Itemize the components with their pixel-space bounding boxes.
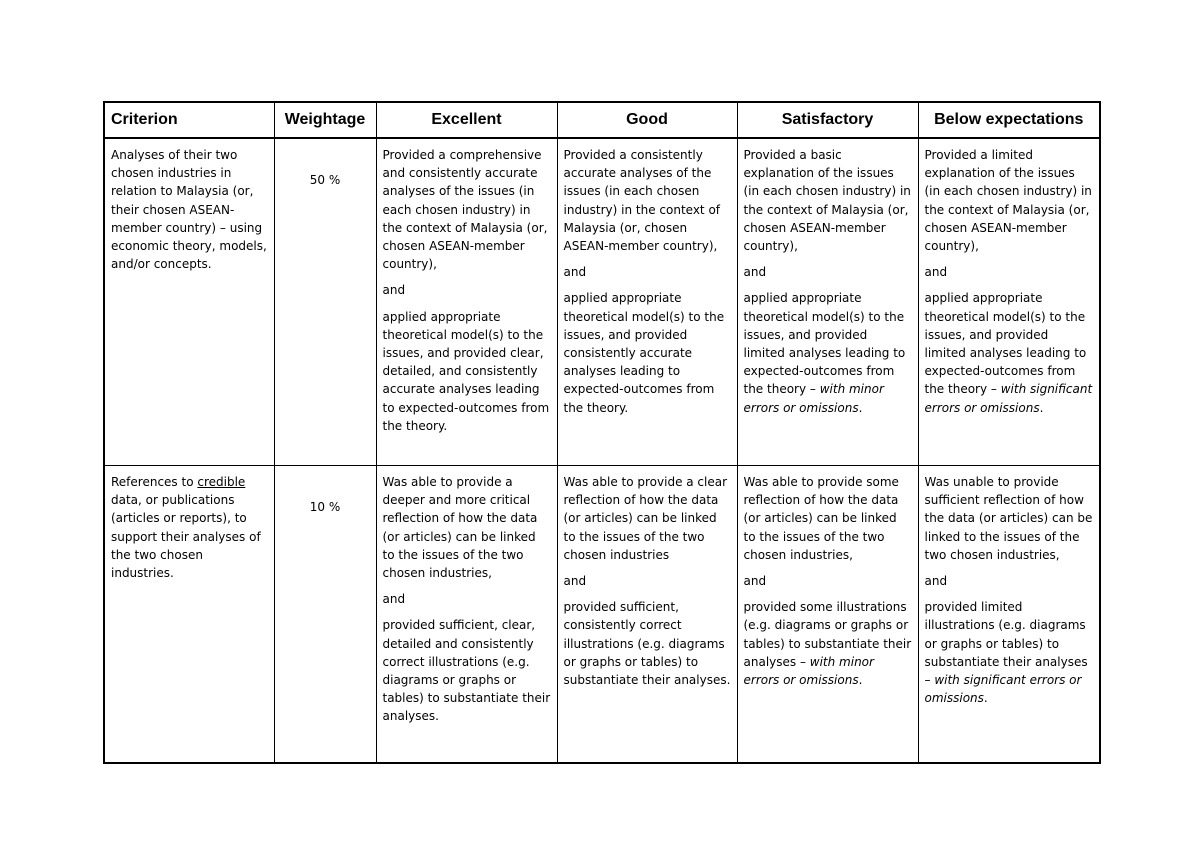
- period-text: .: [983, 691, 988, 706]
- header-below-expectations: Below expectations: [918, 102, 1100, 138]
- criterion-text: References to: [111, 475, 198, 489]
- criterion-underlined-text: credible: [197, 475, 246, 489]
- and-text: and: [382, 592, 406, 607]
- period-text: .: [858, 673, 863, 688]
- and-text: and: [924, 265, 948, 280]
- descriptor-text: Was unable to provide sufficient reflection of how the data (or articles) can be linked to the issues of the two chosen industries,: [924, 475, 1093, 562]
- descriptor-text: Was able to provide a deeper and more critical reflection of how the data (or articles) can be linked to the issues of the two chosen industries,: [382, 475, 538, 581]
- period-text: .: [1039, 400, 1044, 415]
- criterion-cell: [104, 138, 274, 466]
- descriptor-paragraph: [744, 598, 912, 689]
- weightage-cell: [274, 138, 376, 466]
- criterion-cell: [104, 466, 274, 764]
- header-excellent: Excellent: [376, 102, 557, 138]
- below-expectations-cell: [918, 466, 1100, 764]
- period-text: .: [858, 400, 863, 415]
- and-text: and: [743, 265, 767, 280]
- header-good: Good: [557, 102, 737, 138]
- weightage-cell: [274, 466, 376, 764]
- weightage-value: 10 %: [309, 500, 341, 514]
- descriptor-text: provided sufficient, clear, detailed and consistently correct illustrations (e.g. diagrams or graphs or tables) to substantiate their analyses.: [382, 618, 551, 724]
- descriptor-text: provided limited illustrations (e.g. diagrams or graphs or tables) to substantiate their analyses –: [924, 600, 1088, 688]
- qualifier-text: with minor errors or omissions: [743, 654, 874, 688]
- rubric-table: [103, 101, 1101, 764]
- descriptor-text: Provided a basic explanation of the issues (in each chosen industry) in the context of Malaysia (or, chosen ASEAN-member country),: [743, 148, 911, 254]
- descriptor-text: Provided a consistently accurate analyses of the issues (in each chosen industry) in the context of Malaysia (or, chosen ASEAN-member country),: [563, 148, 721, 254]
- excellent-cell: [376, 138, 557, 466]
- descriptor-text: applied appropriate theoretical model(s) to the issues, and provided limited analyses leading to expected-outcomes from the theory –: [924, 291, 1087, 397]
- excellent-cell: [376, 466, 557, 764]
- descriptor-text: provided sufficient, consistently correct illustrations (e.g. diagrams or graphs or tables) to substantiate their analyses.: [563, 600, 731, 688]
- descriptor-text: provided some illustrations (e.g. diagrams or graphs or tables) to substantiate their analyses –: [743, 600, 912, 669]
- descriptor-text: applied appropriate theoretical model(s) to the issues, and provided limited analyses leading to expected-outcomes from the theory –: [743, 291, 906, 397]
- weightage-value: 50 %: [309, 173, 341, 187]
- good-cell: [557, 138, 737, 466]
- descriptor-paragraph: [744, 289, 912, 416]
- table-row: [104, 466, 1100, 764]
- header-satisfactory: Satisfactory: [737, 102, 918, 138]
- and-text: and: [563, 574, 587, 589]
- table-row: [104, 138, 1100, 466]
- descriptor-text: Was able to provide a clear reflection of how the data (or articles) can be linked to the issues of the two chosen industries: [563, 475, 728, 562]
- header-weightage: Weightage: [274, 102, 376, 138]
- and-text: and: [743, 574, 767, 589]
- descriptor-text: Provided a comprehensive and consistently accurate analyses of the issues (in each chosen industry) in the context of Malaysia (or, chosen ASEAN-member country),: [382, 148, 548, 272]
- descriptor-text: applied appropriate theoretical model(s) to the issues, and provided clear, detailed, and consistently accurate analyses leading to expected-outcomes from the theory.: [382, 309, 550, 433]
- criterion-paragraph: [111, 473, 268, 582]
- below-expectations-cell: [918, 138, 1100, 466]
- satisfactory-cell: [737, 466, 918, 764]
- descriptor-text: Provided a limited explanation of the issues (in each chosen industry) in the context of Malaysia (or, chosen ASEAN-member country),: [924, 148, 1092, 254]
- descriptor-text: applied appropriate theoretical model(s) to the issues, and provided consistently accurate analyses leading to expected-outcomes from the theory.: [563, 291, 725, 415]
- header-criterion: Criterion: [104, 102, 274, 138]
- good-cell: [557, 466, 737, 764]
- descriptor-paragraph: [925, 598, 1094, 707]
- header-row: [104, 102, 1100, 138]
- and-text: and: [924, 574, 948, 589]
- and-text: and: [382, 283, 406, 298]
- descriptor-paragraph: [925, 289, 1094, 416]
- criterion-text: Analyses of their two chosen industries in relation to Malaysia (or, their chosen ASEAN-member country) – using economic theory, models, and/or concepts.: [111, 148, 267, 272]
- qualifier-text: with significant errors or omissions: [924, 382, 1093, 415]
- criterion-text: data, or publications (articles or reports), to support their analyses of the two chosen industries.: [111, 493, 261, 581]
- and-text: and: [563, 265, 587, 280]
- descriptor-text: Was able to provide some reflection of how the data (or articles) can be linked to the issues of the two chosen industries,: [743, 475, 899, 562]
- qualifier-text: with minor errors or omissions: [743, 382, 884, 415]
- qualifier-text: with significant errors or omissions: [924, 673, 1082, 706]
- satisfactory-cell: [737, 138, 918, 466]
